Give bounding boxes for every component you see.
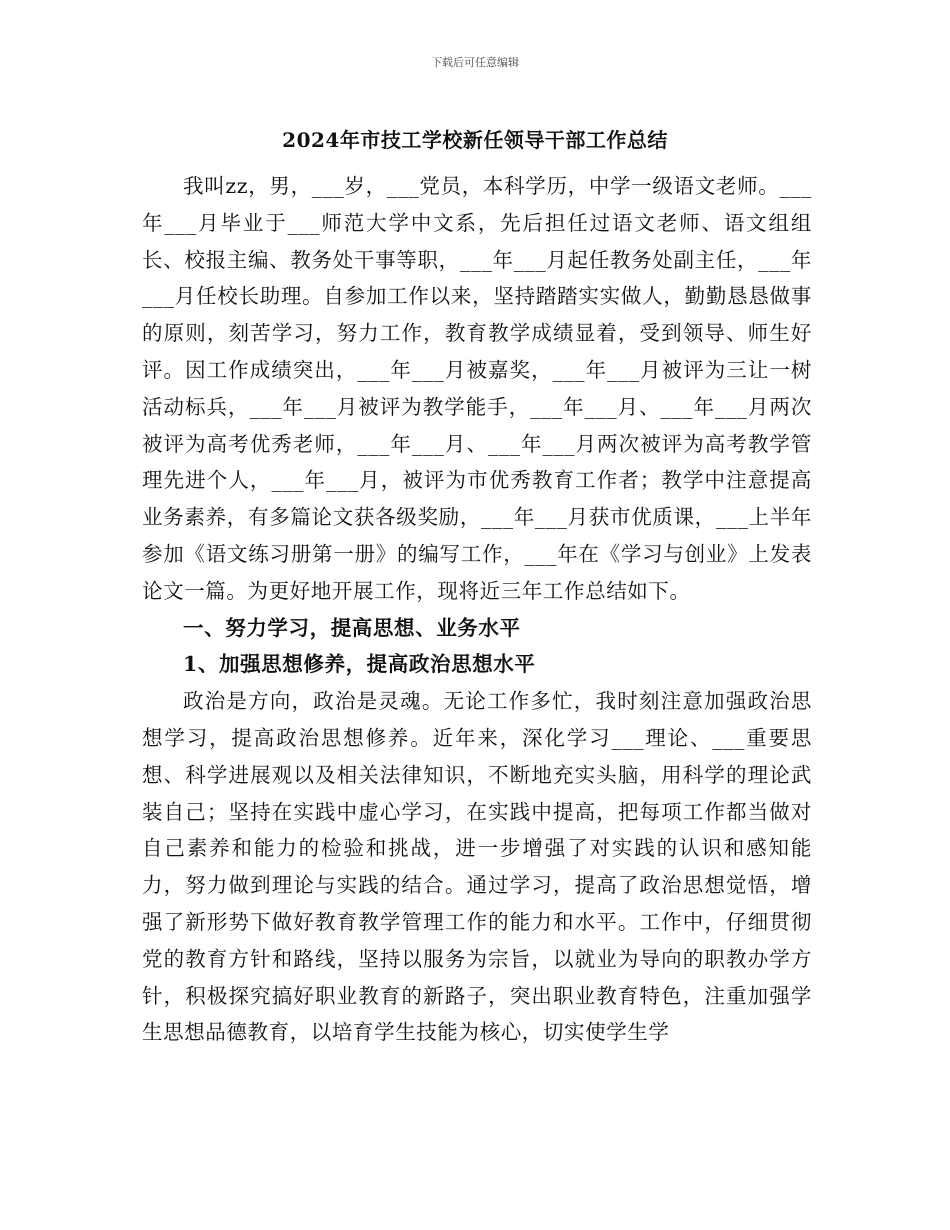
section-1-paragraph: 政治是方向，政治是灵魂。无论工作多忙，我时刻注意加强政治思想学习，提高政治思想修养。近年来，深化学习___理论、___重要思想、科学进展观以及相关法律知识，不断地充实头脑，用科学的理论武装自己；坚持在实践中虚心学习，在实践中提高，把每项工作都当做对自己素养和能力的检验和挑战，进一步增强了对实践的认识和感知能力，努力做到理论与实践的结合。通过学习，提高了政治思想觉悟，增强了新形势下做好教育教学管理工作的能力和水平。工作中，仔细贯彻党的教育方针和路线，坚持以服务为宗旨，以就业为导向的职教办学方针，积极探究搞好职业教育的新路子，突出职业教育特色，注重加强学生思想品德教育，以培育学生技能为核心，切实使学生学: [142, 689, 812, 1045]
section-heading-1: 一、努力学习，提高思想、业务水平: [183, 615, 521, 640]
document-title: 2024年市技工学校新任领导干部工作总结: [282, 128, 668, 152]
header-note: 下载后可任意编辑: [431, 56, 519, 69]
document-body: [142, 168, 812, 1051]
subsection-heading-1: 1、加强思想修养，提高政治思想水平: [183, 652, 536, 677]
intro-paragraph: 我叫zz，男，___岁，___党员，本科学历，中学一级语文老师。___年___月毕业于___师范大学中文系，先后担任过语文老师、语文组组长、校报主编、教务处干事等职，___年___月起任教务处副主任，___年___月任校长助理。自参加工作以来，坚持踏踏实实做人，勤勤恳恳做事的原则，刻苦学习，努力工作，教育教学成绩显着，受到领导、师生好评。因工作成绩突出，___年___月被嘉奖，___年___月被评为三让一树活动标兵，___年___月被评为教学能手，___年___月、___年___月两次被评为高考优秀老师，___年___月、___年___月两次被评为高考教学管理先进个人，___年___月，被评为市优秀教育工作者；教学中注意提高业务素养，有多篇论文获各级奖励，___年___月获市优质课，___上半年参加《语文练习册第一册》的编写工作，___年在《学习与创业》上发表论文一篇。为更好地开展工作，现将近三年工作总结如下。: [142, 174, 812, 603]
